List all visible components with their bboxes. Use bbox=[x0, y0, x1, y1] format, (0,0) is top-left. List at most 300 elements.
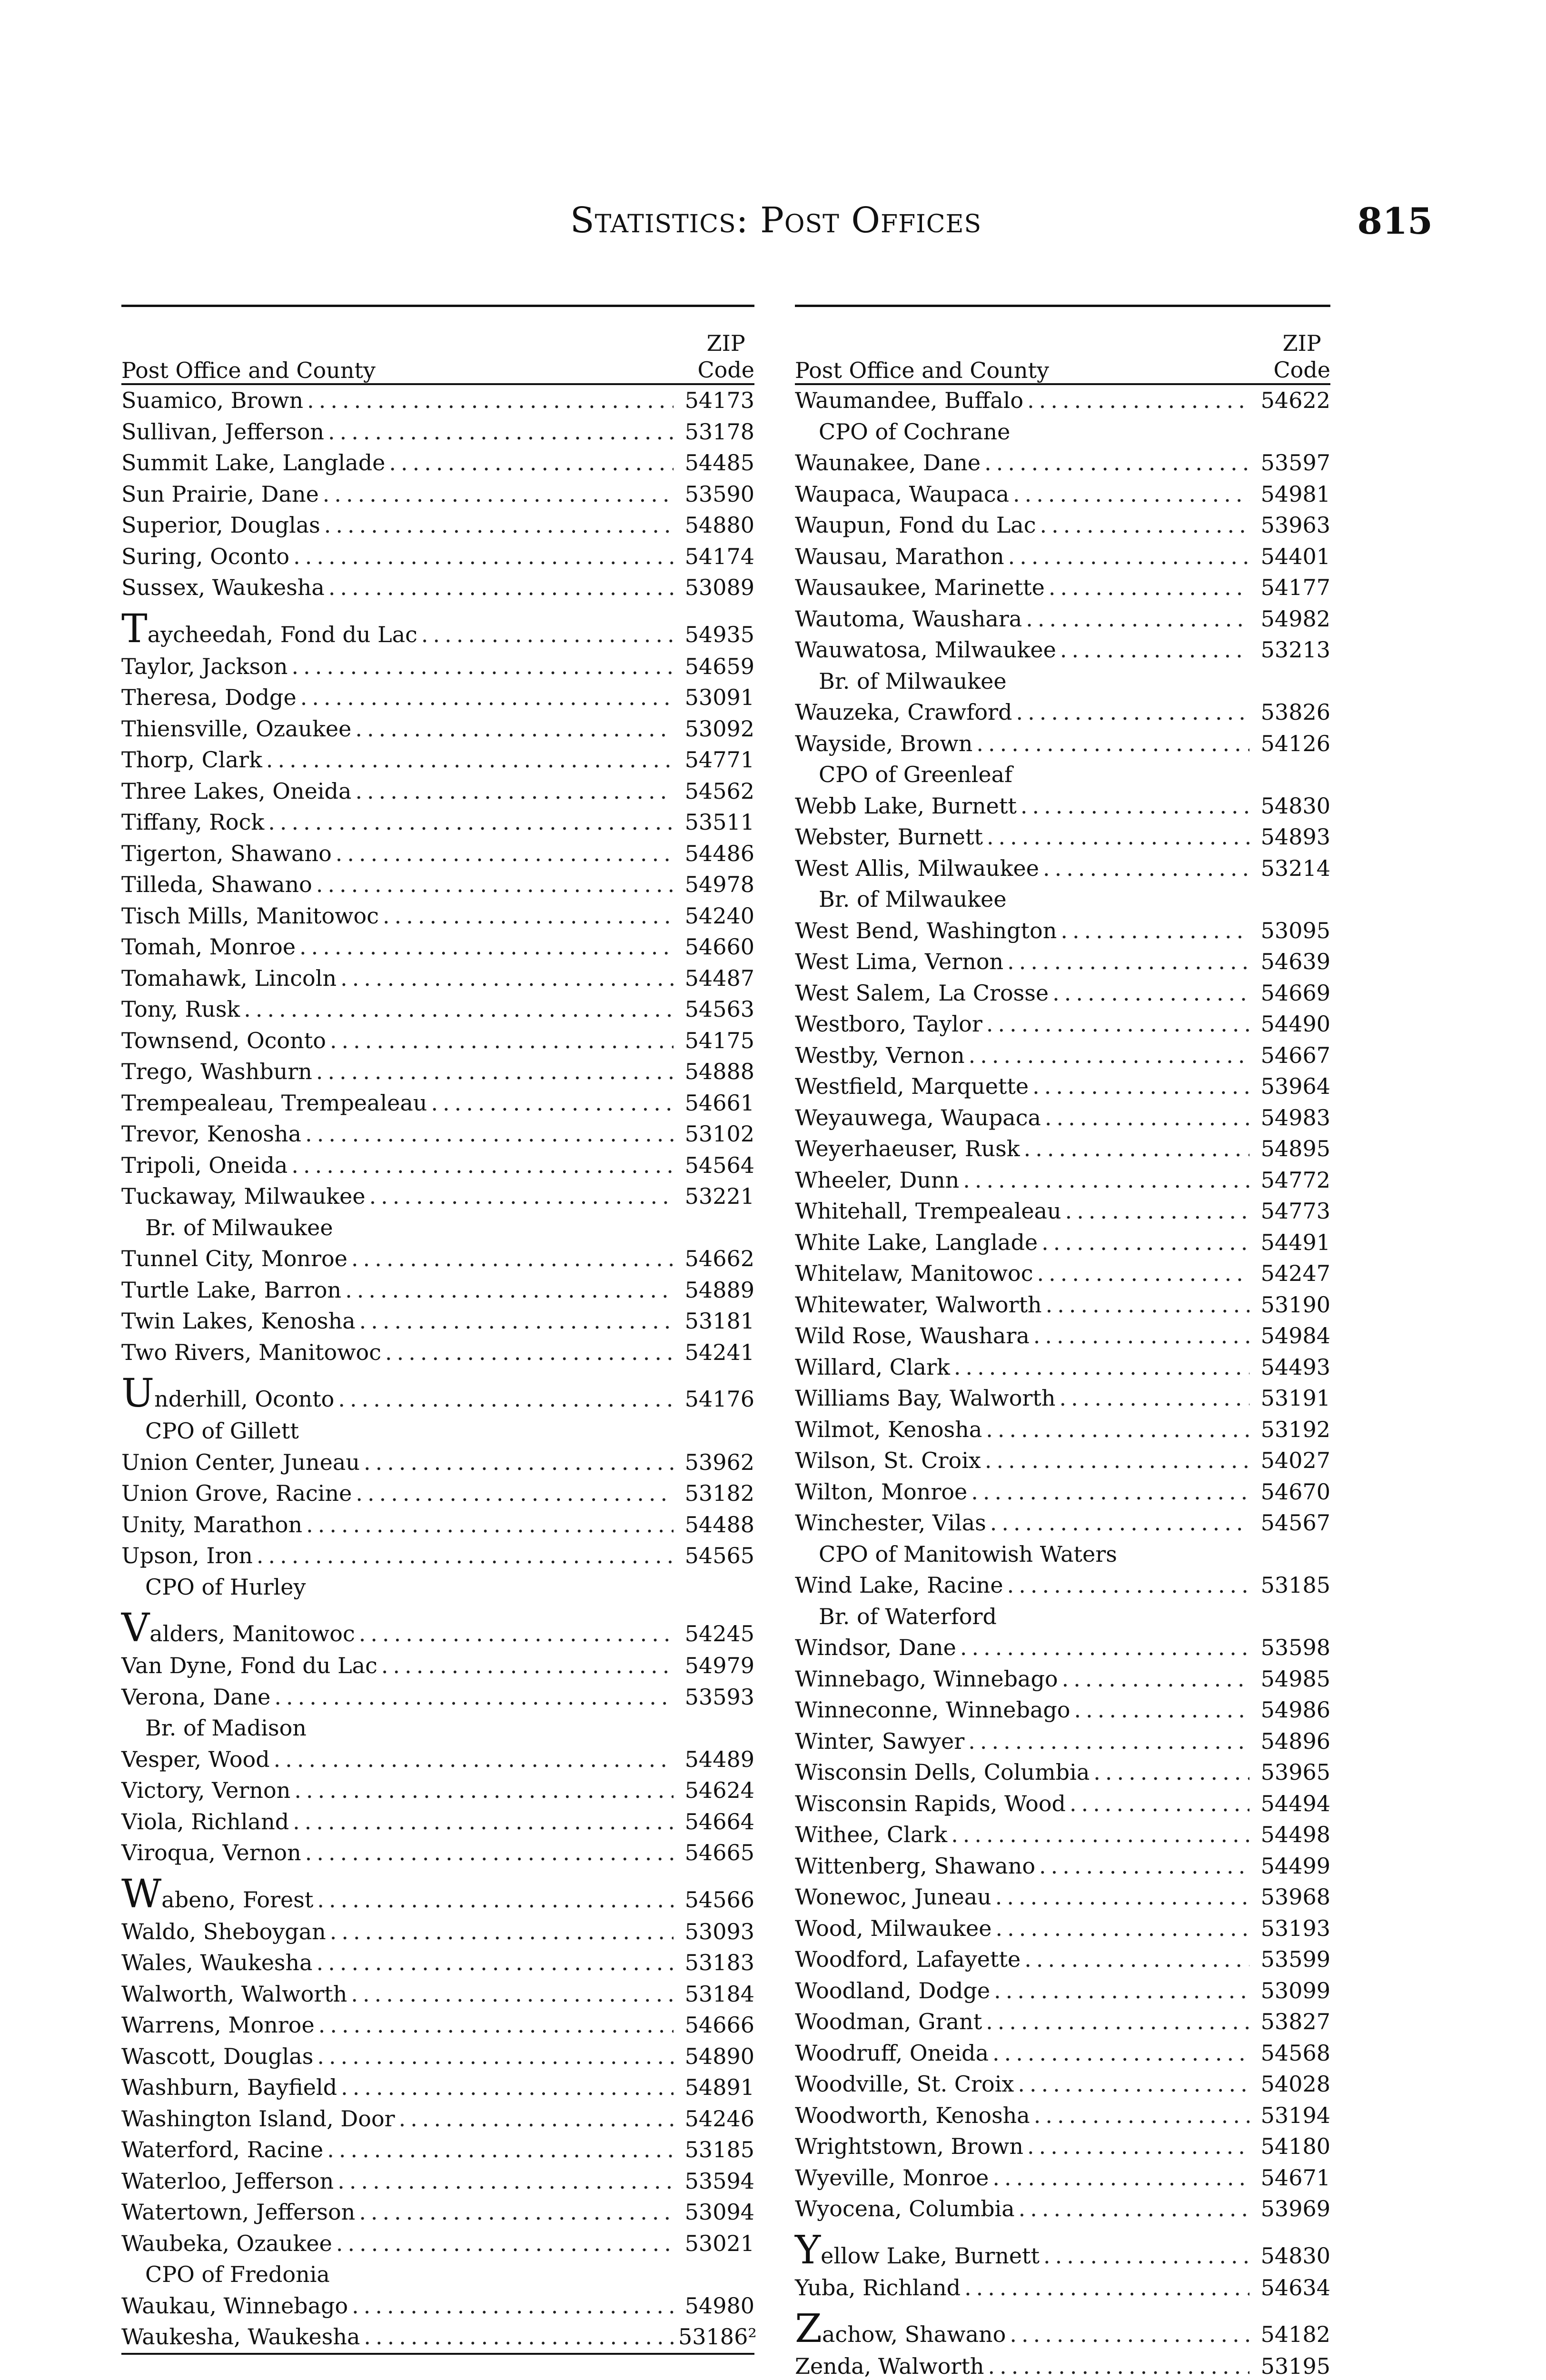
zip-code: 54493 bbox=[1260, 1354, 1330, 1380]
post-office-name: Tunnel City, Monroe bbox=[121, 1246, 347, 1271]
leader-dots bbox=[306, 1509, 674, 1541]
post-office-name: Taylor, Jackson bbox=[121, 653, 288, 679]
post-office-name: Watertown, Jefferson bbox=[121, 2199, 356, 2225]
zip-code: 53599 bbox=[1260, 1946, 1330, 1972]
post-office-name: Zachow, Shawano bbox=[795, 2306, 1006, 2351]
entry-row bbox=[121, 1509, 754, 1541]
post-office-name: Trempealeau, Trempealeau bbox=[121, 1090, 427, 1116]
zip-code: 53194 bbox=[1260, 2102, 1330, 2128]
zip-code: 54986 bbox=[1260, 1697, 1330, 1723]
entry-row bbox=[795, 1383, 1330, 1414]
entry-note: CPO of Gillett bbox=[145, 1418, 299, 1444]
zip-code: 54622 bbox=[1260, 387, 1330, 413]
post-office-name: Whitelaw, Manitowoc bbox=[795, 1260, 1033, 1286]
entry-row bbox=[795, 1258, 1330, 1289]
zip-code: 54659 bbox=[684, 653, 754, 679]
entry-row bbox=[795, 1227, 1330, 1259]
entry-row bbox=[795, 728, 1330, 760]
zip-code: 54983 bbox=[1260, 1104, 1330, 1130]
zip-code: 54660 bbox=[684, 934, 754, 960]
entry-row bbox=[121, 1088, 754, 1119]
entry-row bbox=[121, 1744, 754, 1775]
zip-code: 54978 bbox=[684, 872, 754, 897]
post-office-name: Taycheedah, Fond du Lac bbox=[121, 606, 417, 652]
post-office-name: Valders, Manitowoc bbox=[121, 1606, 355, 1651]
post-office-name: Sun Prairie, Dane bbox=[121, 481, 319, 507]
leader-dots bbox=[963, 1165, 1249, 1196]
leader-dots bbox=[381, 1650, 674, 1682]
post-office-name: Withee, Clark bbox=[795, 1822, 948, 1847]
note-row bbox=[795, 666, 1330, 697]
zip-code: 53184 bbox=[684, 1981, 754, 2007]
post-office-name: Tisch Mills, Manitowoc bbox=[121, 902, 379, 929]
zip-code: 53969 bbox=[1260, 2196, 1330, 2221]
zip-code: 53594 bbox=[684, 2168, 754, 2194]
entry-row bbox=[795, 572, 1330, 604]
entry-row bbox=[795, 1632, 1330, 1664]
zip-code: 54830 bbox=[1260, 2242, 1330, 2269]
post-office-name: Turtle Lake, Barron bbox=[121, 1277, 342, 1303]
leader-dots bbox=[964, 2272, 1249, 2304]
leader-dots bbox=[985, 1445, 1249, 1477]
zip-code: 53826 bbox=[1260, 699, 1330, 725]
post-office-name: Windsor, Dane bbox=[795, 1635, 956, 1660]
leader-dots bbox=[1008, 541, 1249, 573]
note-row bbox=[795, 416, 1330, 448]
zip-code: 53099 bbox=[1260, 1977, 1330, 2003]
leader-dots bbox=[293, 541, 674, 573]
entry-note: Br. of Milwaukee bbox=[145, 1214, 333, 1240]
post-office-name: Woodworth, Kenosha bbox=[795, 2102, 1030, 2128]
zip-code: 54494 bbox=[1260, 1790, 1330, 1816]
entry-row bbox=[795, 697, 1330, 728]
zip-code: 54565 bbox=[684, 1543, 754, 1568]
zip-code: 54664 bbox=[684, 1808, 754, 1835]
zip-code: 53598 bbox=[1260, 1635, 1330, 1660]
entry-row bbox=[795, 2272, 1330, 2304]
entry-note: CPO of Fredonia bbox=[145, 2261, 330, 2287]
entry-row bbox=[121, 682, 754, 714]
leader-dots bbox=[986, 1009, 1249, 1040]
zip-code: 54771 bbox=[684, 747, 754, 773]
entry-row bbox=[795, 2100, 1330, 2132]
leader-dots bbox=[337, 2166, 674, 2197]
entry-row bbox=[795, 2193, 1330, 2225]
leader-dots bbox=[1024, 1133, 1249, 1165]
post-office-name: Woodford, Lafayette bbox=[795, 1946, 1021, 1972]
entry-row bbox=[121, 1150, 754, 1181]
post-office-name: Viroqua, Vernon bbox=[121, 1840, 301, 1865]
post-office-name: Union Center, Juneau bbox=[121, 1449, 360, 1475]
post-office-name: Wayside, Brown bbox=[795, 730, 973, 756]
zip-code: 53593 bbox=[684, 1684, 754, 1710]
entry-row bbox=[795, 1445, 1330, 1477]
post-office-name: Townsend, Oconto bbox=[121, 1027, 326, 1053]
entry-row bbox=[795, 1975, 1330, 2007]
post-office-name: Warrens, Monroe bbox=[121, 2012, 315, 2038]
leader-dots bbox=[1013, 479, 1249, 510]
entry-row bbox=[795, 1009, 1330, 1040]
zip-code: 54979 bbox=[684, 1653, 754, 1678]
entry-row bbox=[795, 2351, 1330, 2380]
zip-code: 54667 bbox=[1260, 1042, 1330, 1068]
entry-row bbox=[121, 479, 754, 510]
post-office-name: Thiensville, Ozaukee bbox=[121, 715, 352, 742]
zip-code: 53186² bbox=[678, 2324, 757, 2350]
entry-row bbox=[795, 1040, 1330, 1071]
entry-row bbox=[795, 1570, 1330, 1601]
entry-row bbox=[121, 447, 754, 479]
entry-row bbox=[121, 2103, 754, 2135]
post-office-name: Wind Lake, Racine bbox=[795, 1572, 1003, 1598]
entry-row bbox=[795, 510, 1330, 541]
entry-row bbox=[121, 744, 754, 776]
leader-dots bbox=[330, 1916, 674, 1948]
entry-row bbox=[121, 2041, 754, 2073]
zip-code: 54773 bbox=[1260, 1198, 1330, 1224]
leader-dots bbox=[307, 385, 674, 416]
zip-code: 53597 bbox=[1260, 450, 1330, 476]
post-office-name: Wisconsin Rapids, Wood bbox=[795, 1790, 1066, 1816]
leader-dots bbox=[351, 1979, 674, 2010]
entry-row bbox=[121, 2321, 757, 2353]
leader-dots bbox=[990, 1507, 1249, 1539]
page-number: 815 bbox=[1357, 200, 1433, 242]
zip-code: 54488 bbox=[684, 1511, 754, 1537]
post-office-name: Wausaukee, Marinette bbox=[795, 575, 1045, 600]
entry-row bbox=[121, 869, 754, 901]
post-office-name: Waterford, Racine bbox=[121, 2137, 324, 2162]
zip-code: 54671 bbox=[1260, 2164, 1330, 2191]
post-office-name: Upson, Iron bbox=[121, 1543, 253, 1568]
zip-code: 54567 bbox=[1260, 1510, 1330, 1536]
entry-row bbox=[121, 807, 754, 838]
entry-row bbox=[795, 1757, 1330, 1788]
left-rows bbox=[121, 385, 757, 2353]
post-office-name: West Allis, Milwaukee bbox=[795, 855, 1039, 881]
entry-row bbox=[121, 963, 754, 994]
entry-row bbox=[795, 1664, 1330, 1695]
entry-row bbox=[795, 1507, 1330, 1539]
entry-row bbox=[121, 838, 754, 870]
note-row bbox=[795, 759, 1330, 791]
post-office-name: Tripoli, Oneida bbox=[121, 1152, 288, 1178]
leader-dots bbox=[352, 2291, 674, 2322]
post-office-name: White Lake, Langlade bbox=[795, 1229, 1038, 1255]
entry-row bbox=[121, 416, 754, 448]
entry-row bbox=[795, 1477, 1330, 1508]
entry-row bbox=[795, 541, 1330, 573]
zip-code: 54634 bbox=[1260, 2274, 1330, 2301]
leader-dots bbox=[323, 479, 674, 510]
entry-row bbox=[121, 1181, 754, 1212]
zip-code: 53511 bbox=[684, 809, 754, 835]
zip-code: 54896 bbox=[1260, 1728, 1330, 1754]
leader-dots bbox=[341, 2072, 674, 2103]
post-office-name: Woodville, St. Croix bbox=[795, 2071, 1014, 2097]
leader-dots bbox=[336, 2228, 674, 2260]
zip-code: 53021 bbox=[684, 2230, 754, 2256]
entry-row bbox=[795, 946, 1330, 978]
zip-code: 53213 bbox=[1260, 637, 1330, 663]
zip-code: 54830 bbox=[1260, 793, 1330, 819]
zip-code: 53182 bbox=[684, 1480, 754, 1506]
post-office-name: Wild Rose, Waushara bbox=[795, 1323, 1030, 1349]
leader-dots bbox=[968, 1726, 1249, 1757]
leader-dots bbox=[1007, 946, 1249, 978]
zip-code: 54487 bbox=[684, 965, 754, 991]
zip-code: 53091 bbox=[684, 684, 754, 710]
right-rows bbox=[795, 385, 1330, 2380]
zip-code: 54173 bbox=[684, 387, 754, 413]
leader-dots bbox=[960, 1632, 1249, 1664]
post-office-name: West Bend, Washington bbox=[795, 917, 1057, 943]
post-office-name: Waterloo, Jefferson bbox=[121, 2168, 334, 2194]
post-office-header: Post Office and County bbox=[795, 357, 1049, 383]
entry-row bbox=[121, 1368, 754, 1416]
leader-dots bbox=[268, 807, 674, 838]
post-office-name: Wyeville, Monroe bbox=[795, 2164, 989, 2191]
zip-code: 54666 bbox=[684, 2012, 754, 2038]
entry-row bbox=[121, 1056, 754, 1088]
zip-code: 53181 bbox=[684, 1308, 754, 1334]
post-office-name: Winnebago, Winnebago bbox=[795, 1666, 1058, 1692]
entry-row bbox=[795, 604, 1330, 635]
leader-dots bbox=[244, 994, 674, 1025]
zip-code: 54980 bbox=[684, 2292, 754, 2319]
post-office-name: Wilmot, Kenosha bbox=[795, 1416, 982, 1442]
zip-code: 53094 bbox=[684, 2199, 754, 2225]
post-office-name: Weyauwega, Waupaca bbox=[795, 1104, 1041, 1130]
column-header bbox=[121, 307, 754, 385]
post-office-name: Wheeler, Dunn bbox=[795, 1167, 960, 1193]
entry-row bbox=[121, 1682, 754, 1713]
post-office-name: Waubeka, Ozaukee bbox=[121, 2230, 332, 2256]
leader-dots bbox=[336, 838, 674, 870]
zip-code: 54028 bbox=[1260, 2071, 1330, 2097]
leader-dots bbox=[994, 1975, 1249, 2007]
zip-code: 54486 bbox=[684, 840, 754, 866]
post-office-name: Summit Lake, Langlade bbox=[121, 450, 386, 476]
entry-note: Br. of Madison bbox=[145, 1715, 307, 1741]
zip-code: 54895 bbox=[1260, 1136, 1330, 1161]
post-office-name: Unity, Marathon bbox=[121, 1511, 303, 1537]
post-office-name: West Salem, La Crosse bbox=[795, 980, 1049, 1006]
zip-code: 54639 bbox=[1260, 949, 1330, 974]
post-office-name: Wascott, Douglas bbox=[121, 2043, 314, 2069]
zip-code: 54027 bbox=[1260, 1448, 1330, 1473]
post-office-name: Underhill, Oconto bbox=[121, 1371, 335, 1416]
leader-dots bbox=[1040, 510, 1250, 541]
post-office-name: Union Grove, Racine bbox=[121, 1480, 352, 1506]
entry-row bbox=[795, 2038, 1330, 2069]
entry-row bbox=[121, 2197, 754, 2228]
leader-dots bbox=[1062, 1664, 1249, 1695]
zip-code: 54981 bbox=[1260, 481, 1330, 507]
leader-dots bbox=[1021, 791, 1249, 822]
post-office-name: Waupaca, Waupaca bbox=[795, 481, 1010, 507]
entry-row bbox=[795, 2162, 1330, 2194]
entry-row bbox=[121, 1275, 754, 1306]
leader-dots bbox=[976, 728, 1249, 760]
post-office-name: Vesper, Wood bbox=[121, 1746, 270, 1772]
entry-row bbox=[795, 2131, 1330, 2162]
post-office-name: Whitehall, Trempealeau bbox=[795, 1198, 1061, 1224]
leader-dots bbox=[1060, 1383, 1249, 1414]
entry-row bbox=[121, 1806, 754, 1838]
post-office-name: West Lima, Vernon bbox=[795, 949, 1004, 974]
entry-row bbox=[795, 1289, 1330, 1321]
zip-code: 54180 bbox=[1260, 2133, 1330, 2159]
zip-code: 53590 bbox=[684, 481, 754, 507]
zip-code: 54888 bbox=[684, 1059, 754, 1084]
post-office-name: Wood, Milwaukee bbox=[795, 1915, 992, 1941]
post-office-name: Weyerhaeuser, Rusk bbox=[795, 1136, 1020, 1161]
zip-code: 54893 bbox=[1260, 824, 1330, 850]
zip-code: 54661 bbox=[684, 1090, 754, 1116]
entry-note: Br. of Milwaukee bbox=[819, 668, 1007, 694]
entry-row bbox=[121, 2072, 754, 2103]
zip-code: 54624 bbox=[684, 1777, 754, 1803]
entry-row bbox=[795, 385, 1330, 416]
entry-row bbox=[121, 1947, 754, 1979]
zip-code: 54889 bbox=[684, 1277, 754, 1303]
entry-row bbox=[121, 2228, 754, 2260]
leader-dots bbox=[1052, 978, 1249, 1009]
entry-row bbox=[121, 1119, 754, 1150]
post-office-name: Waunakee, Dane bbox=[795, 450, 981, 476]
zip-code: 53827 bbox=[1260, 2009, 1330, 2034]
zip-code: 54935 bbox=[684, 621, 754, 647]
entry-row bbox=[121, 932, 754, 963]
post-office-name: Twin Lakes, Kenosha bbox=[121, 1308, 356, 1334]
entry-row bbox=[121, 1478, 754, 1509]
post-office-header: Post Office and County bbox=[121, 357, 376, 383]
note-row bbox=[121, 1713, 754, 1744]
entry-row bbox=[121, 651, 754, 683]
entry-row bbox=[795, 1944, 1330, 1975]
leader-dots bbox=[338, 1368, 674, 1430]
leader-dots bbox=[951, 1819, 1249, 1851]
post-office-name: Winneconne, Winnebago bbox=[795, 1697, 1070, 1723]
leader-dots bbox=[969, 1040, 1249, 1071]
leader-dots bbox=[992, 2038, 1249, 2069]
zip-code: 54176 bbox=[684, 1386, 754, 1412]
post-office-name: Theresa, Dodge bbox=[121, 684, 297, 710]
leader-dots bbox=[383, 901, 674, 932]
entry-row bbox=[121, 1540, 754, 1572]
leader-dots bbox=[389, 447, 674, 479]
zip-code: 54985 bbox=[1260, 1666, 1330, 1692]
entry-row bbox=[121, 2134, 754, 2166]
entry-row bbox=[795, 2303, 1330, 2351]
leader-dots bbox=[988, 2351, 1249, 2380]
zip-code: 54498 bbox=[1260, 1822, 1330, 1847]
post-office-name: Tony, Rusk bbox=[121, 996, 240, 1022]
post-office-name: Winchester, Vilas bbox=[795, 1510, 986, 1536]
zip-code: 54984 bbox=[1260, 1323, 1330, 1349]
post-office-name: Waumandee, Buffalo bbox=[795, 387, 1024, 413]
page-title: Statistics: Post Offices bbox=[570, 200, 982, 241]
entry-row bbox=[121, 510, 754, 541]
leader-dots bbox=[257, 1540, 674, 1572]
entry-row bbox=[795, 635, 1330, 666]
entry-row bbox=[121, 1603, 754, 1650]
zip-code: 53221 bbox=[684, 1183, 754, 1209]
leader-dots bbox=[274, 1744, 674, 1775]
leader-dots bbox=[318, 2010, 674, 2041]
post-office-name: Wittenberg, Shawano bbox=[795, 1853, 1036, 1879]
leader-dots bbox=[1045, 1102, 1249, 1134]
entry-row bbox=[795, 479, 1330, 510]
leader-dots bbox=[364, 2321, 674, 2353]
post-office-name: Victory, Vernon bbox=[121, 1777, 291, 1803]
leader-dots bbox=[1027, 2131, 1249, 2162]
entry-row bbox=[795, 1414, 1330, 1446]
leader-dots bbox=[1037, 1258, 1250, 1289]
leader-dots bbox=[305, 1119, 674, 1150]
zip-code: 54246 bbox=[684, 2105, 754, 2132]
zip-code: 53095 bbox=[1260, 917, 1330, 943]
zip-code: 53089 bbox=[684, 575, 754, 600]
post-office-name: Walworth, Walworth bbox=[121, 1981, 347, 2007]
post-office-name: Webb Lake, Burnett bbox=[795, 793, 1017, 819]
leader-dots bbox=[1034, 2100, 1249, 2132]
leader-dots bbox=[1060, 635, 1249, 666]
leader-dots bbox=[316, 869, 674, 901]
zip-code: 54245 bbox=[684, 1621, 754, 1646]
zip-code: 54669 bbox=[1260, 980, 1330, 1006]
leader-dots bbox=[954, 1352, 1249, 1383]
entry-row bbox=[121, 1775, 754, 1806]
leader-dots bbox=[1018, 2069, 1249, 2100]
note-row bbox=[795, 884, 1330, 915]
zip-code: 53963 bbox=[1260, 512, 1330, 538]
zip-code: 54174 bbox=[684, 543, 754, 569]
leader-dots bbox=[984, 447, 1249, 479]
zip-code: 54485 bbox=[684, 450, 754, 476]
leader-dots bbox=[291, 1150, 674, 1181]
leader-dots bbox=[369, 1181, 674, 1212]
entry-row bbox=[795, 1133, 1330, 1165]
zip-code: 53183 bbox=[684, 1950, 754, 1975]
leader-dots bbox=[274, 1682, 674, 1713]
post-office-name: Wonewoc, Juneau bbox=[795, 1884, 991, 1910]
zip-code: 54247 bbox=[1260, 1260, 1330, 1286]
leader-dots bbox=[299, 932, 674, 963]
zip-code: 54182 bbox=[1260, 2321, 1330, 2347]
zip-code: 53092 bbox=[684, 715, 754, 742]
zip-code: 53185 bbox=[1260, 1572, 1330, 1598]
entry-row bbox=[121, 604, 754, 651]
leader-dots bbox=[345, 1275, 674, 1306]
entry-row bbox=[795, 1071, 1330, 1102]
post-office-name: Superior, Douglas bbox=[121, 512, 320, 538]
leader-dots bbox=[266, 744, 674, 776]
entry-row bbox=[121, 1306, 754, 1337]
leader-dots bbox=[359, 2197, 674, 2228]
zip-code: 54401 bbox=[1260, 543, 1330, 569]
entry-row bbox=[121, 385, 754, 416]
leader-dots bbox=[293, 1806, 674, 1838]
leader-dots bbox=[340, 963, 674, 994]
post-office-name: Wisconsin Dells, Columbia bbox=[795, 1759, 1090, 1785]
entry-row bbox=[795, 1851, 1330, 1882]
zip-code: 54670 bbox=[1260, 1478, 1330, 1505]
post-office-name: Wauwatosa, Milwaukee bbox=[795, 637, 1056, 663]
post-office-name: Webster, Burnett bbox=[795, 824, 983, 850]
leader-dots bbox=[971, 1477, 1249, 1508]
